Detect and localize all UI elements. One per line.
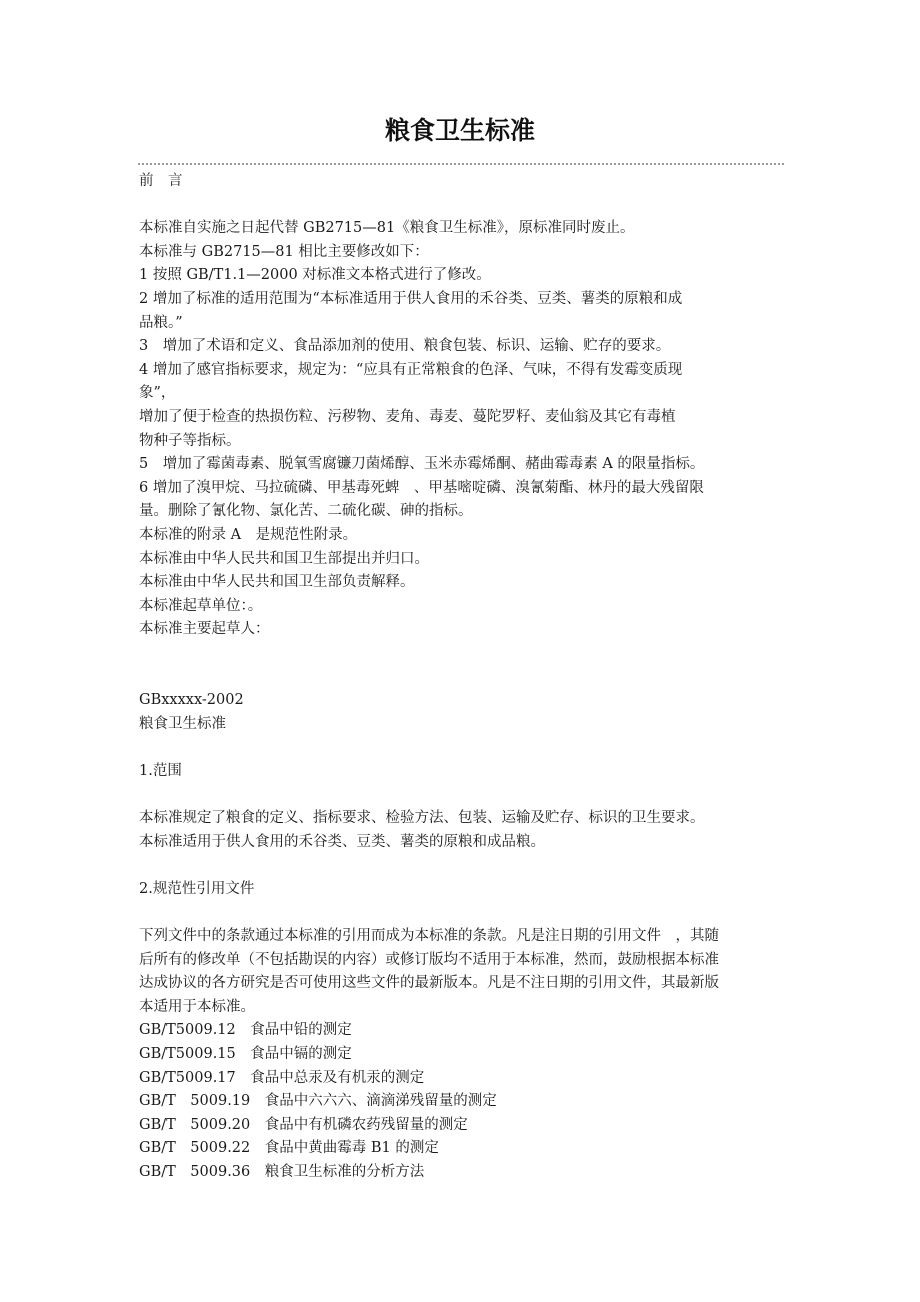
blank-line	[139, 642, 789, 666]
blank-line	[139, 783, 789, 807]
preface-item-continued: 增加了便于检查的热损伤粒、污秽物、麦角、毒麦、蔓陀罗籽、麦仙翁及其它有毒植	[139, 408, 676, 425]
reference-item: GB/T 5009.20 食品中有机磷农药残留量的测定	[139, 1116, 468, 1133]
preface-item: 3 增加了术语和定义、食品添加剂的使用、粮食包装、标识、运输、贮存的要求。	[139, 338, 671, 355]
preface-item: 5 增加了霉菌毒素、脱氧雪腐镰刀菌烯醇、玉米赤霉烯酮、赭曲霉毒素 A 的限量指标。	[139, 456, 705, 473]
section-heading-references: 2.规范性引用文件	[139, 880, 255, 897]
preface-item: 4 增加了感官指标要求，规定为：“应具有正常粮食的色泽、气味，不得有发霉变质现	[139, 361, 683, 378]
reference-item: GB/T5009.12 食品中铅的测定	[139, 1022, 352, 1039]
preface-proposed-note: 本标准由中华人民共和国卫生部提出并归口。	[139, 550, 429, 567]
reference-item: GB/T 5009.36 粮食卫生标准的分析方法	[139, 1163, 425, 1180]
preface-drafters: 本标准主要起草人：	[139, 621, 270, 638]
blank-line	[139, 736, 789, 760]
preface-paragraph: 本标准自实施之日起代替 GB2715—81《粮食卫生标准》，原标准同时废止。	[139, 220, 635, 237]
references-paragraph: 本适用于本标准。	[139, 998, 255, 1015]
preface-interpretation-note: 本标准由中华人民共和国卫生部负责解释。	[139, 574, 415, 591]
scope-paragraph: 本标准规定了粮食的定义、指标要求、检验方法、包装、运输及贮存、标识的卫生要求。	[139, 810, 705, 827]
reference-item: GB/T 5009.19 食品中六六六、滴滴涕残留量的测定	[139, 1093, 497, 1110]
blank-line	[139, 901, 789, 925]
preface-item: 1 按照 GB/T1.1—2000 对标准文本格式进行了修改。	[139, 267, 491, 284]
reference-item: GB/T 5009.22 食品中黄曲霉毒 B1 的测定	[139, 1140, 439, 1157]
blank-line	[139, 194, 789, 218]
preface-item-continued: 品粮。”	[139, 314, 183, 331]
reference-item: GB/T5009.15 食品中镉的测定	[139, 1045, 352, 1062]
reference-item: GB/T5009.17 食品中总汞及有机汞的测定	[139, 1069, 425, 1086]
document-body	[139, 170, 789, 1185]
section-heading-scope: 1.范围	[139, 762, 182, 779]
preface-item-continued: 象”，	[139, 385, 176, 402]
blank-line	[139, 854, 789, 878]
preface-item: 2 增加了标准的适用范围为“本标准适用于供人食用的禾谷类、豆类、薯类的原粮和成	[139, 290, 683, 307]
title-divider	[138, 163, 784, 165]
references-paragraph: 下列文件中的条款通过本标准的引用而成为本标准的条款。凡是注日期的引用文件 ，其随	[139, 928, 719, 944]
references-paragraph: 后所有的修改单（不包括勘误的内容）或修订版均不适用于本标准，然而，鼓励根据本标准	[139, 951, 719, 968]
preface-item-continued: 物种子等指标。	[139, 432, 241, 449]
standard-number: GBxxxxx-2002	[139, 692, 244, 709]
references-paragraph: 达成协议的各方研究是否可使用这些文件的最新版本。凡是不注日期的引用文件，其最新版	[139, 975, 719, 992]
document-title: 粮食卫生标准	[384, 116, 535, 145]
preface-drafting-unit: 本标准起草单位：。	[139, 597, 263, 614]
scope-paragraph: 本标准适用于供人食用的禾谷类、豆类、薯类的原粮和成品粮。	[139, 833, 545, 850]
preface-annex-note: 本标准的附录 A 是规范性附录。	[139, 526, 358, 543]
standard-title: 粮食卫生标准	[139, 715, 226, 732]
preface-item-continued: 量。删除了氰化物、氯化苦、二硫化碳、砷的指标。	[139, 503, 473, 520]
blank-line	[139, 665, 789, 689]
preface-paragraph: 本标准与 GB2715—81 相比主要修改如下：	[139, 243, 429, 260]
preface-item: 6 增加了溴甲烷、马拉硫磷、甲基毒死蜱 、甲基嘧啶磷、溴氰菊酯、林丹的最大残留限	[139, 479, 704, 496]
preface-heading: 前 言	[139, 173, 183, 189]
